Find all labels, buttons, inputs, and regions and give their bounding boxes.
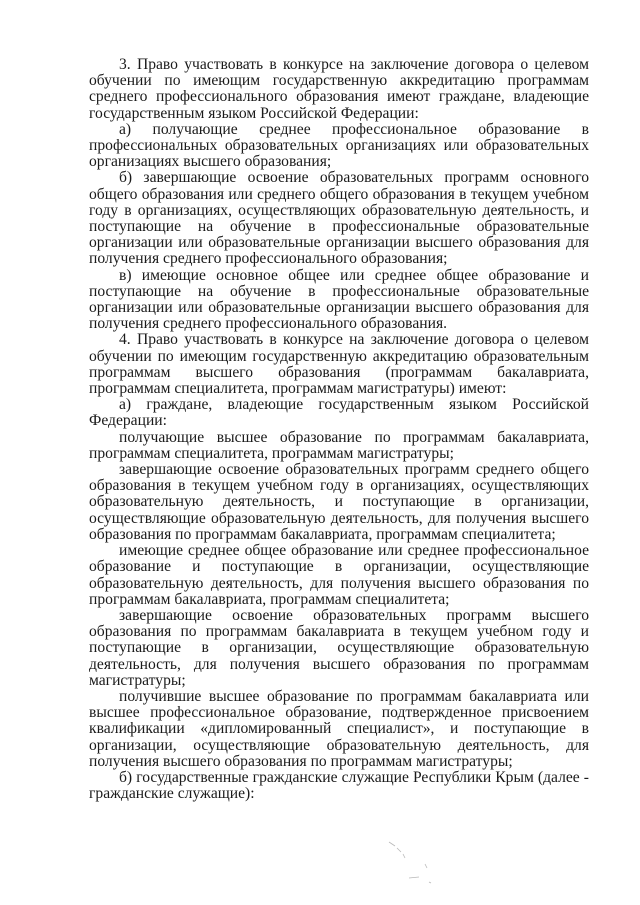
paragraph-4a-item-5: получившие высшее образование по программам бакалавриата или высшее профессиональное образование, подтвержденное присвоением квалификации «дипломированный специалист», и поступающие в организации, осуществляющие образовательную деятельность, для получения высшего образования по программам магистратуры; (89, 687, 589, 770)
faint-stamp-mark (385, 838, 445, 888)
paragraph-4a-item-3: имеющие среднее общее образование или среднее профессиональное образование и поступающие в организации, осуществляющие образовательную деятельность, для получения высшего образования по программам бакалавриата, программам специалитета; (89, 542, 589, 608)
paragraph-4: 4. Право участвовать в конкурсе на заключение договора о целевом обучении по имеющим государственную аккредитацию образовательным программам высшего образования (программам бакалавриата, программам специалитета, программам магистратуры) имеют: (89, 331, 589, 398)
paragraph-4a: а) граждане, владеющие государственным языком Российской Федерации: (89, 396, 589, 430)
paragraph-4a-item-1: получающие высшее образование по программам бакалавриата, программам специалитета, программам магистратуры; (89, 428, 589, 462)
document-body (89, 57, 589, 802)
paragraph-4a-item-4: завершающие освоение образовательных программ высшего образования по программам бакалавриата в текущем учебном году и поступающие в организации, осуществляющие образовательную деятельность, для получения высшего образования по программам магистратуры; (89, 606, 589, 689)
paragraph-3a: а) получающие среднее профессиональное образование в профессиональных образовательных организациях или образовательных организациях высшего образования; (89, 120, 589, 171)
paragraph-3v: в) имеющие основное общее или среднее общее образование и поступающие на обучение в профессиональные образовательные организации или образовательные организации высшего образования для получения среднего профессионального образования. (89, 266, 589, 333)
paragraph-4b: б) государственные гражданские служащие Республики Крым (далее - гражданские служащие): (89, 768, 589, 803)
paragraph-4a-item-2: завершающие освоение образовательных программ среднего общего образования в текущем учебном году в организациях, осуществляющих образовательную деятельность, и поступающие в организации, осуществляющие образовательную деятельность, для получения высшего образования по программам бакалавриата, программам специалитета; (89, 461, 589, 543)
paragraph-3b: б) завершающие освоение образовательных программ основного общего образования или среднего общего образования в текущем учебном году в организациях, осуществляющих образовательную деятельность, и поступающие на обучение в профессиональные образовательные организации или образовательные организации высшего образования для получения среднего профессионального образования; (89, 169, 589, 268)
paragraph-3: 3. Право участвовать в конкурсе на заключение договора о целевом обучении по имеющим государственную аккредитацию программам среднего профессионального образования имеют граждане, владеющие государственным языком Российской Федерации: (89, 56, 589, 122)
